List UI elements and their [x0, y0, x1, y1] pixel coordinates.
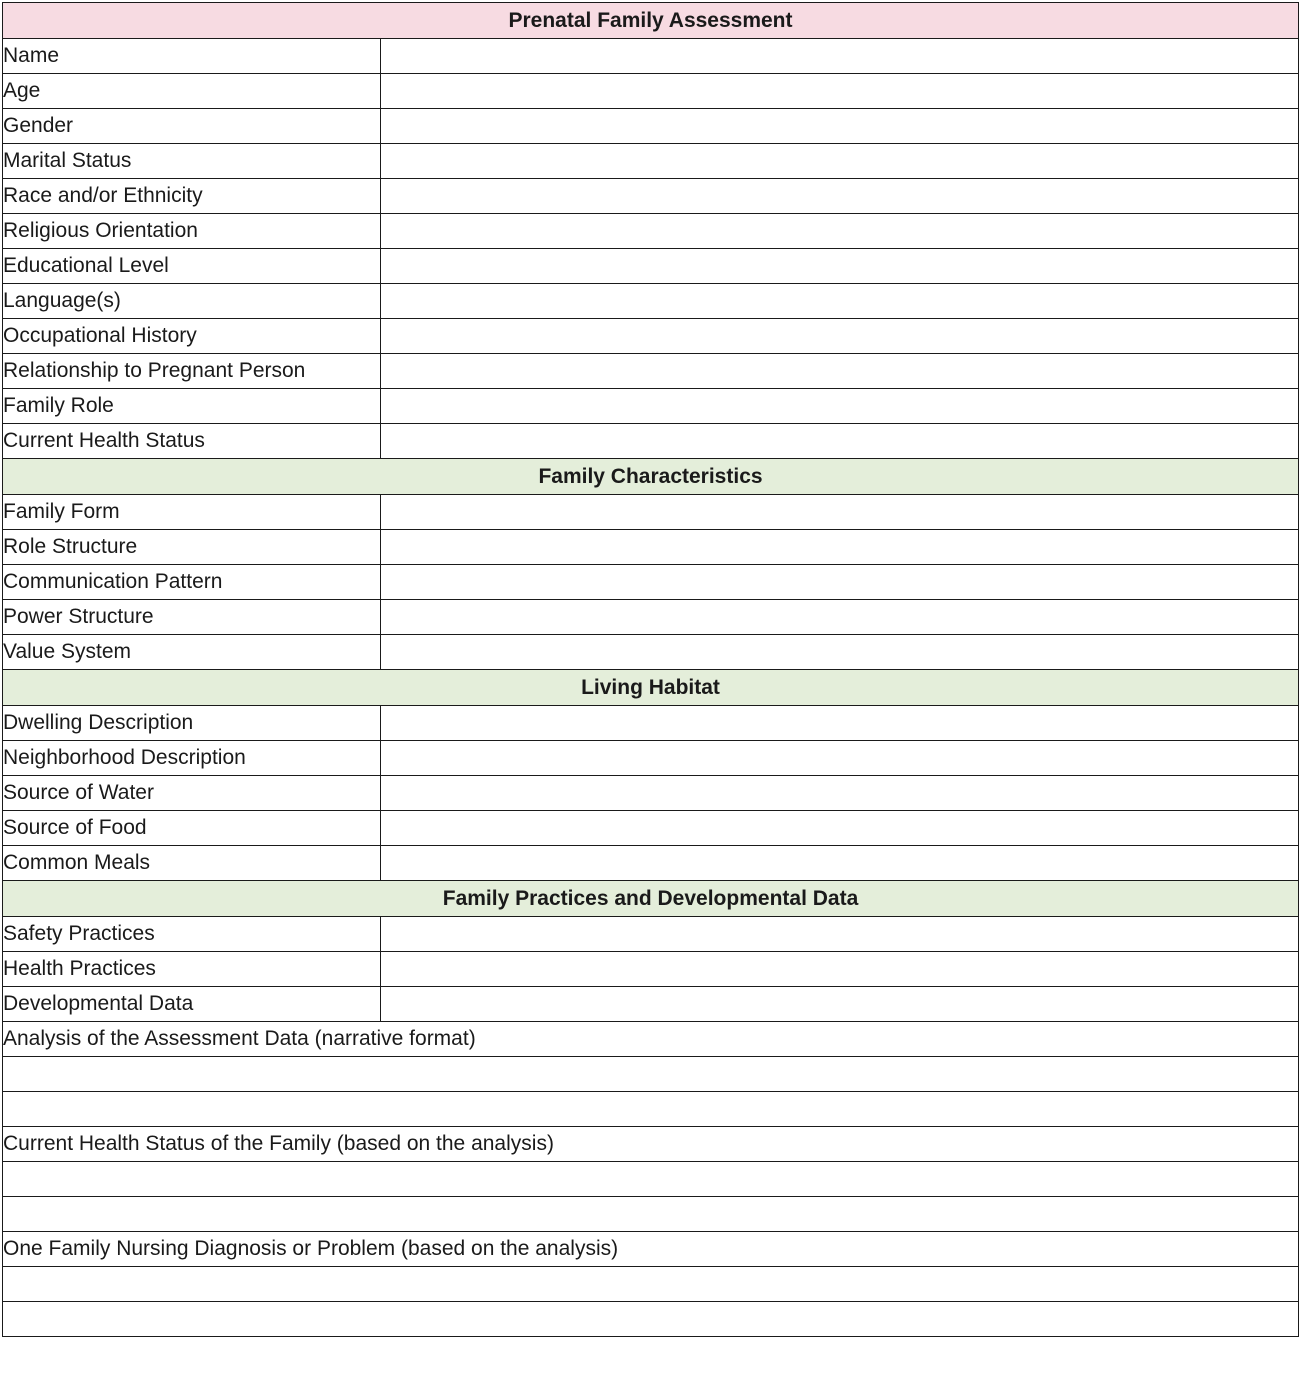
field-label-neighborhood-description: Neighborhood Description — [3, 741, 381, 776]
field-label-name: Name — [3, 39, 381, 74]
field-value-age[interactable] — [381, 74, 1299, 109]
table-row — [3, 354, 1299, 389]
table-row — [3, 917, 1299, 952]
table-row — [3, 706, 1299, 741]
prompt-analysis-of-assessment-data: Analysis of the Assessment Data (narrative format) — [3, 1022, 1299, 1057]
field-value-common-meals[interactable] — [381, 846, 1299, 881]
field-label-occupational-history: Occupational History — [3, 319, 381, 354]
table-row — [3, 74, 1299, 109]
table-row — [3, 284, 1299, 319]
field-label-educational-level: Educational Level — [3, 249, 381, 284]
section-title-family-characteristics: Family Characteristics — [3, 459, 1299, 495]
answer-current-health-status-of-the-family-line-2[interactable] — [3, 1197, 1299, 1232]
answer-one-family-nursing-diagnosis-or-problem-line-1[interactable] — [3, 1267, 1299, 1302]
field-label-languages: Language(s) — [3, 284, 381, 319]
field-value-languages[interactable] — [381, 284, 1299, 319]
field-value-communication-pattern[interactable] — [381, 565, 1299, 600]
field-value-safety-practices[interactable] — [381, 917, 1299, 952]
table-row — [3, 600, 1299, 635]
section-title-prenatal-family-assessment: Prenatal Family Assessment — [3, 3, 1299, 39]
field-value-dwelling-description[interactable] — [381, 706, 1299, 741]
field-value-neighborhood-description[interactable] — [381, 741, 1299, 776]
table-row — [3, 1022, 1299, 1057]
table-row — [3, 495, 1299, 530]
table-row — [3, 1197, 1299, 1232]
section-header-row — [3, 881, 1299, 917]
field-label-age: Age — [3, 74, 381, 109]
field-label-communication-pattern: Communication Pattern — [3, 565, 381, 600]
field-label-health-practices: Health Practices — [3, 952, 381, 987]
field-label-dwelling-description: Dwelling Description — [3, 706, 381, 741]
section-title-family-practices-and-developmental-data: Family Practices and Developmental Data — [3, 881, 1299, 917]
field-value-family-form[interactable] — [381, 495, 1299, 530]
table-row — [3, 530, 1299, 565]
section-header-row — [3, 3, 1299, 39]
table-row — [3, 424, 1299, 459]
section-header-row — [3, 459, 1299, 495]
field-value-family-role[interactable] — [381, 389, 1299, 424]
field-label-safety-practices: Safety Practices — [3, 917, 381, 952]
field-value-role-structure[interactable] — [381, 530, 1299, 565]
field-label-religious-orientation: Religious Orientation — [3, 214, 381, 249]
table-row — [3, 635, 1299, 670]
field-value-developmental-data[interactable] — [381, 987, 1299, 1022]
field-value-relationship-to-pregnant-person[interactable] — [381, 354, 1299, 389]
field-value-marital-status[interactable] — [381, 144, 1299, 179]
table-row — [3, 1162, 1299, 1197]
field-value-health-practices[interactable] — [381, 952, 1299, 987]
table-row — [3, 987, 1299, 1022]
field-value-source-of-food[interactable] — [381, 811, 1299, 846]
answer-current-health-status-of-the-family-line-1[interactable] — [3, 1162, 1299, 1197]
field-value-gender[interactable] — [381, 109, 1299, 144]
field-label-value-system: Value System — [3, 635, 381, 670]
table-row — [3, 952, 1299, 987]
table-row — [3, 1302, 1299, 1337]
field-value-source-of-water[interactable] — [381, 776, 1299, 811]
field-label-gender: Gender — [3, 109, 381, 144]
table-row — [3, 811, 1299, 846]
section-header-row — [3, 670, 1299, 706]
table-row — [3, 389, 1299, 424]
table-row — [3, 846, 1299, 881]
field-value-race-ethnicity[interactable] — [381, 179, 1299, 214]
answer-analysis-of-assessment-data-line-1[interactable] — [3, 1057, 1299, 1092]
table-row — [3, 144, 1299, 179]
table-row — [3, 249, 1299, 284]
field-label-family-form: Family Form — [3, 495, 381, 530]
prompt-current-health-status-of-the-family: Current Health Status of the Family (based on the analysis) — [3, 1127, 1299, 1162]
field-label-relationship-to-pregnant-person: Relationship to Pregnant Person — [3, 354, 381, 389]
table-row — [3, 565, 1299, 600]
table-row — [3, 1267, 1299, 1302]
field-value-power-structure[interactable] — [381, 600, 1299, 635]
field-label-family-role: Family Role — [3, 389, 381, 424]
table-row — [3, 39, 1299, 74]
field-value-name[interactable] — [381, 39, 1299, 74]
table-row — [3, 1232, 1299, 1267]
table-row — [3, 1057, 1299, 1092]
table-row — [3, 214, 1299, 249]
field-label-developmental-data: Developmental Data — [3, 987, 381, 1022]
table-row — [3, 1127, 1299, 1162]
field-value-current-health-status[interactable] — [381, 424, 1299, 459]
table-row — [3, 776, 1299, 811]
field-label-common-meals: Common Meals — [3, 846, 381, 881]
answer-analysis-of-assessment-data-line-2[interactable] — [3, 1092, 1299, 1127]
field-label-source-of-food: Source of Food — [3, 811, 381, 846]
field-label-current-health-status: Current Health Status — [3, 424, 381, 459]
field-value-occupational-history[interactable] — [381, 319, 1299, 354]
assessment-table — [2, 2, 1299, 1337]
table-row — [3, 109, 1299, 144]
field-value-religious-orientation[interactable] — [381, 214, 1299, 249]
field-label-role-structure: Role Structure — [3, 530, 381, 565]
field-label-power-structure: Power Structure — [3, 600, 381, 635]
field-label-source-of-water: Source of Water — [3, 776, 381, 811]
table-row — [3, 1092, 1299, 1127]
table-row — [3, 741, 1299, 776]
field-value-value-system[interactable] — [381, 635, 1299, 670]
field-label-race-ethnicity: Race and/or Ethnicity — [3, 179, 381, 214]
table-row — [3, 319, 1299, 354]
assessment-table-body — [3, 3, 1299, 1337]
field-value-educational-level[interactable] — [381, 249, 1299, 284]
field-label-marital-status: Marital Status — [3, 144, 381, 179]
section-title-living-habitat: Living Habitat — [3, 670, 1299, 706]
answer-one-family-nursing-diagnosis-or-problem-line-2[interactable] — [3, 1302, 1299, 1337]
table-row — [3, 179, 1299, 214]
prompt-one-family-nursing-diagnosis-or-problem: One Family Nursing Diagnosis or Problem (based on the analysis) — [3, 1232, 1299, 1267]
